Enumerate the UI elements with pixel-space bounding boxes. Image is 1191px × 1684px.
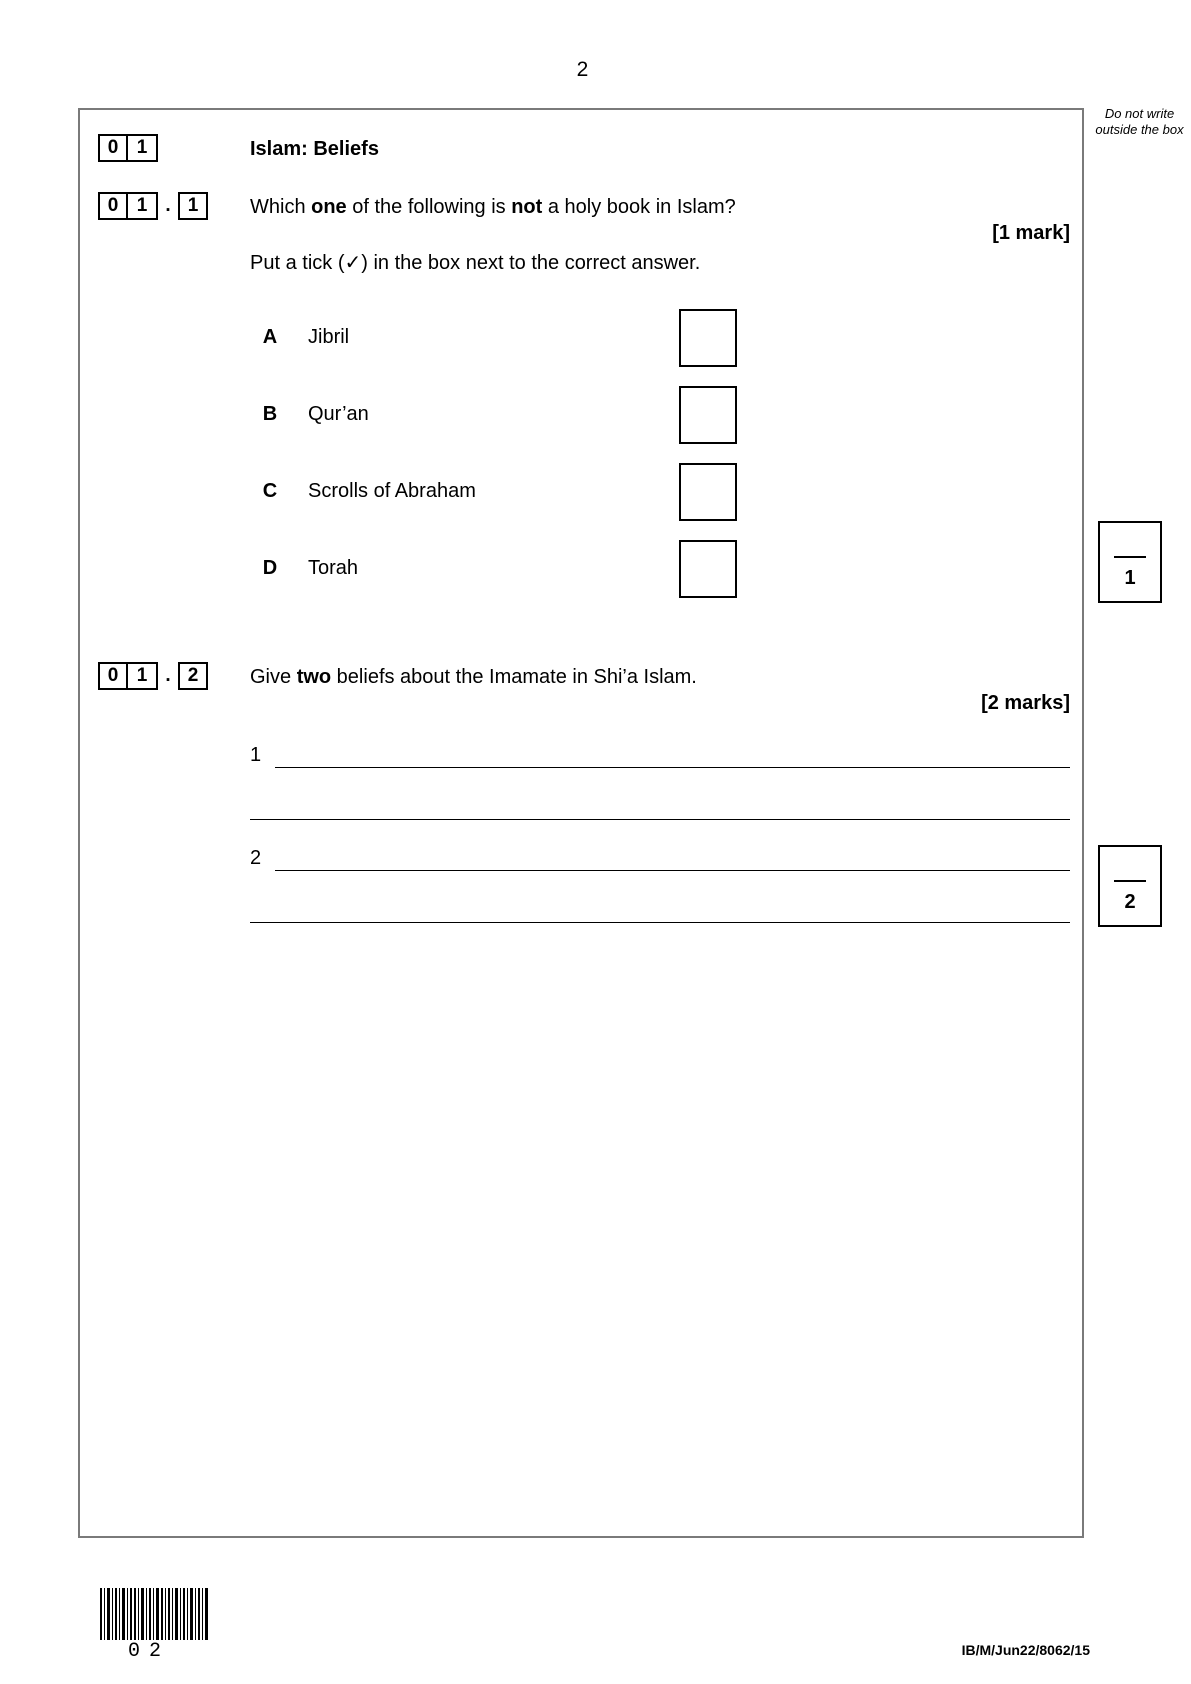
answer-line-number: 2	[250, 847, 262, 869]
question-digit: 1	[128, 192, 158, 220]
answer-frame	[78, 108, 1084, 1538]
answer-line[interactable]	[275, 767, 1070, 768]
option-letter: C	[262, 480, 278, 502]
marks-label: [1 mark]	[992, 222, 1070, 244]
question-prompt	[250, 196, 736, 219]
question-title: Islam: Beliefs	[250, 138, 379, 160]
prompt-text: of the following is	[346, 196, 512, 218]
score-divider	[1114, 880, 1146, 882]
answer-line-number: 1	[250, 744, 262, 766]
answer-line[interactable]	[250, 922, 1070, 923]
option-letter: A	[262, 326, 278, 348]
prompt-text: a holy book in Islam?	[542, 196, 736, 218]
score-total: 1	[1124, 567, 1136, 589]
prompt-text: beliefs about the Imamate in Shi’a Islam.	[331, 666, 697, 688]
option-text: Qur’an	[308, 403, 369, 425]
score-divider	[1114, 556, 1146, 558]
option-text: Scrolls of Abraham	[308, 480, 476, 502]
option-letter: D	[262, 557, 278, 579]
question-number-01-2	[98, 662, 208, 690]
answer-line[interactable]	[275, 870, 1070, 871]
score-box-q1-1	[1098, 521, 1162, 603]
option-text: Jibril	[308, 326, 350, 348]
tick-box-b[interactable]	[679, 386, 737, 444]
prompt-emphasis: one	[311, 196, 347, 218]
question-instruction: Put a tick (✓) in the box next to the correct answer.	[250, 252, 701, 274]
score-box-q1-2	[1098, 845, 1162, 927]
score-total: 2	[1124, 891, 1136, 913]
prompt-text: Which	[250, 196, 312, 218]
page-number: 2	[576, 58, 589, 81]
option-text: Torah	[308, 557, 359, 579]
tick-box-a[interactable]	[679, 309, 737, 367]
question-digit: 1	[128, 662, 158, 690]
prompt-emphasis: not	[511, 196, 543, 218]
prompt-emphasis: two	[296, 666, 332, 688]
question-number-01	[98, 134, 158, 162]
tick-box-d[interactable]	[679, 540, 737, 598]
question-part-digit: 1	[178, 192, 208, 220]
paper-reference: IB/M/Jun22/8062/15	[961, 1642, 1090, 1658]
question-digit: 0	[98, 662, 128, 690]
barcode-number: 02	[128, 1640, 171, 1663]
question-prompt	[250, 666, 697, 689]
question-number-01-1	[98, 192, 208, 220]
answer-line[interactable]	[250, 819, 1070, 820]
tick-box-c[interactable]	[679, 463, 737, 521]
question-digit: 0	[98, 134, 128, 162]
margin-note: Do not write outside the box	[1095, 106, 1184, 137]
question-separator: .	[165, 665, 171, 686]
question-digit: 1	[128, 134, 158, 162]
question-separator: .	[165, 195, 171, 216]
option-letter: B	[262, 403, 278, 425]
marks-label: [2 marks]	[981, 692, 1070, 714]
question-part-digit: 2	[178, 662, 208, 690]
prompt-text: Give	[250, 666, 297, 688]
barcode-icon	[100, 1588, 210, 1640]
question-digit: 0	[98, 192, 128, 220]
